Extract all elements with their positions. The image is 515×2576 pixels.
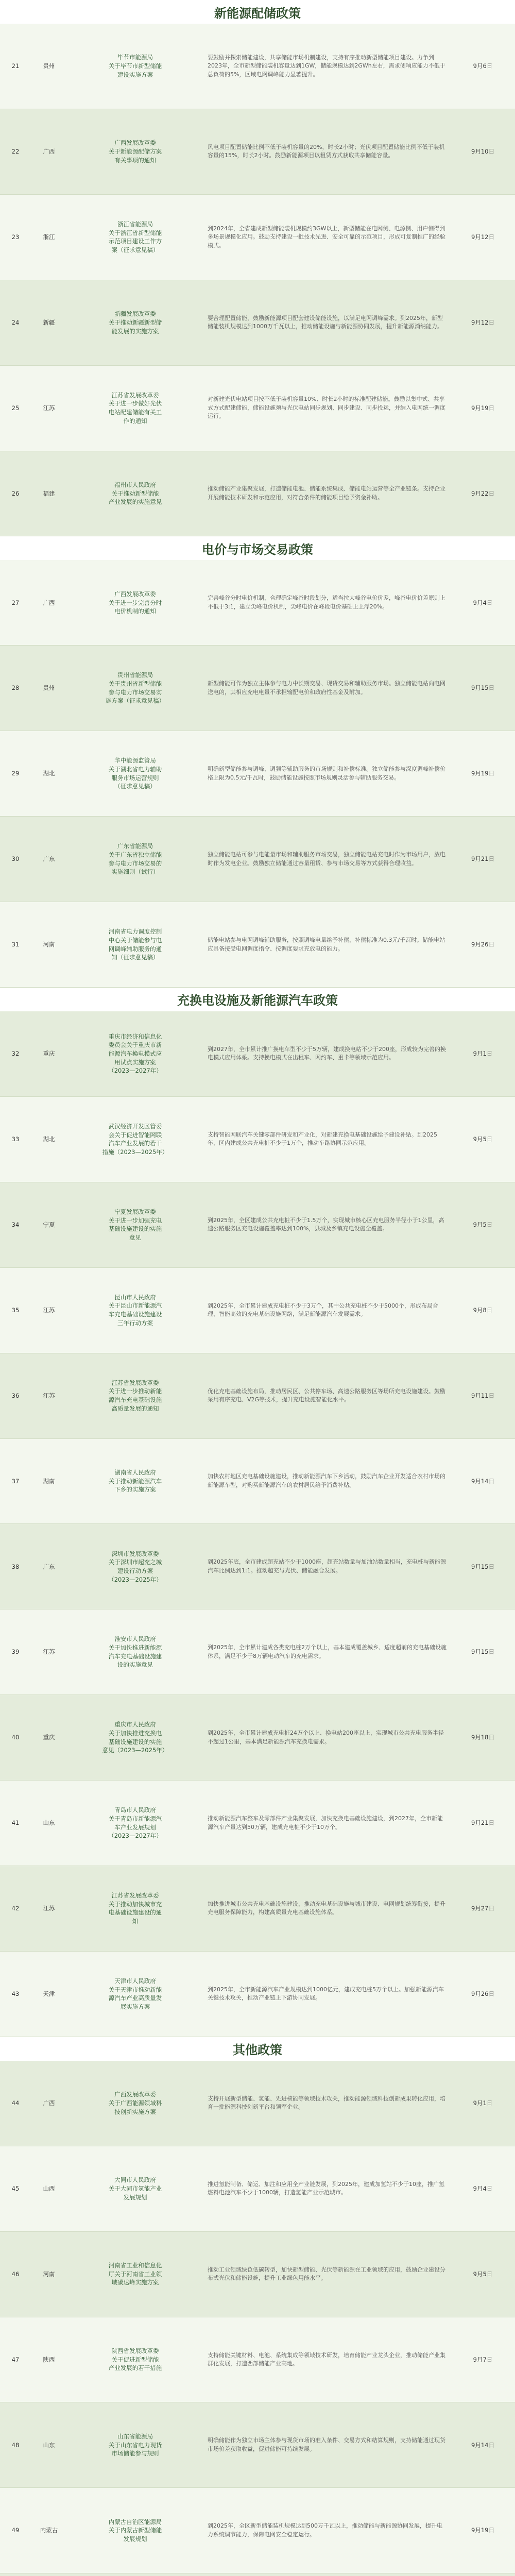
table-row [0, 1097, 515, 1182]
region-cell: 浙江 [43, 233, 55, 241]
table-row [0, 2061, 515, 2146]
policy-content-cell: 对新建光伏电站项目按不低于装机容量10%、时长2小时的标准配建储能。鼓励以集中式、共享式方式配建储能，储能设施须与光伏电站同步规划、同步建设、同步投运，并纳入电网统一调度运行。 [208, 396, 445, 420]
policy-content-cell: 新型储能可作为独立主体参与电力中长期交易、现货交易和辅助服务市场。独立储能电站向电网送电的，其相应充电电量不承担输配电价和政府性基金及附加。 [208, 680, 445, 696]
policy-title-cell: 毕节市能源局 关于毕节市新型储能 建设实施方案 [108, 54, 162, 78]
policy-content-cell: 到2027年，全市累计推广换电车型不少于5万辆，建成换电站不少于200座，形成较为完善的换电模式应用体系。支持换电模式在出租车、网约车、重卡等领域示范应用。 [208, 1045, 446, 1061]
region-cell: 重庆 [43, 1734, 55, 1741]
region-cell: 天津 [43, 1990, 55, 1998]
table-row [0, 1268, 515, 1353]
policy-title-cell: 山东省能源局 关于山东省电力现货 市场储能参与规则 [108, 2432, 162, 2458]
policy-title-cell: 河南省电力调度控制 中心关于储能参与电 网调峰辅助服务的通 知（征求意见稿） [108, 928, 162, 961]
policy-content-cell: 到2024年，全省建成新型储能装机规模约3GW以上，新型储能在电网侧、电源侧、用户侧得到多场景规模化应用。鼓励支持建设一批技术先进、安全可靠的示范项目，形成可复制推广的经验模式。 [208, 225, 445, 249]
policy-title-cell: 河南省工业和信息化 厅关于河南省工业领 域碳达峰实施方案 [108, 2262, 162, 2286]
policy-title-cell: 广西发展改革委 关于新能源配储方案 有关事项的通知 [108, 139, 162, 164]
policy-content-cell: 到2025年，全区新型储能装机规模达到500万千瓦以上，推动储能与新能源协同发展，提升电力系统调节能力，保障电网安全稳定运行。 [208, 2522, 442, 2538]
region-cell: 陕西 [43, 2355, 55, 2363]
row-number: 47 [11, 2355, 20, 2363]
date-cell: 9月26日 [471, 941, 494, 948]
region-cell: 江苏 [43, 1306, 55, 1314]
policy-content-cell: 推动储能产业集聚发展，打造储能电池、储能系统集成、储能电站运营等全产业链条。支持企业开展储能技术研发和示范应用，对符合条件的储能项目给予资金补助。 [208, 485, 445, 501]
date-cell: 9月21日 [471, 855, 494, 863]
date-cell: 9月12日 [471, 233, 494, 241]
policy-title-cell: 武汉经济开发区管委 会关于促进智能网联 汽车产业发展的若干 措施（2023—2025年） [102, 1122, 168, 1156]
row-number: 34 [11, 1221, 20, 1228]
table-row [0, 1353, 515, 1439]
table-row [0, 1011, 515, 1097]
date-cell: 9月18日 [471, 1734, 494, 1741]
policy-title-cell: 贵州省能源局 关于贵州省新型储能 参与电力市场交易实 施方案（征求意见稿） [106, 671, 165, 705]
table-row [0, 1952, 515, 2037]
policy-title-cell: 广西发展改革委 关于进一步完善分时 电价机制的通知 [108, 590, 162, 615]
policy-title-cell: 内蒙古自治区能源局 关于内蒙古新型储能 发展规划 [108, 2518, 162, 2543]
row-number: 29 [11, 770, 20, 777]
row-number: 37 [11, 1477, 20, 1485]
row-number: 38 [11, 1563, 20, 1570]
policy-title-cell: 重庆市人民政府 关于加快推进充换电 基础设施建设的实施 意见（2023—2025年） [102, 1721, 168, 1754]
date-cell: 9月19日 [471, 404, 494, 412]
date-cell: 9月12日 [471, 318, 494, 326]
row-number: 28 [11, 684, 20, 692]
region-cell: 江苏 [43, 1648, 55, 1656]
policy-title-cell: 陕西省发展改革委 关于促进新型储能 产业发展的若干措施 [108, 2347, 162, 2372]
date-cell: 9月1日 [473, 1050, 493, 1058]
table-row [0, 1781, 515, 1866]
table-row [0, 817, 515, 902]
policy-content-cell: 到2025年，全市累计建成充电桩不少于3万个，其中公共充电桩不少于5000个，形成布局合理、智能高效的充电基础设施网络，满足新能源汽车发展需求。 [208, 1302, 438, 1318]
date-cell: 9月19日 [471, 770, 494, 777]
policy-content-cell: 支持智能网联汽车关键零部件研发和产业化，对新建充换电基础设施给予建设补贴。到2025年，区内建成公共充电桩不少于1万个，推动车路协同示范应用。 [208, 1131, 437, 1147]
section-header: 电价与市场交易政策 [202, 542, 313, 557]
table-row [0, 109, 515, 195]
section-header: 其他政策 [233, 2043, 282, 2058]
row-number [0, 2573, 31, 2576]
row-number: 26 [11, 489, 20, 497]
policy-title-cell: 大同市人民政府 关于大同市氢能产业 发展规划 [108, 2176, 162, 2201]
table-row [0, 366, 515, 451]
region-cell: 江苏 [43, 1905, 55, 1912]
row-number: 48 [11, 2441, 20, 2449]
row-number: 27 [11, 599, 20, 606]
policy-title-cell: 福州市人民政府 关于推动新型储能 产业发展的实施意见 [108, 481, 162, 506]
region-cell: 广西 [43, 2099, 55, 2107]
date-cell [451, 2573, 515, 2576]
row-number: 46 [11, 2270, 20, 2278]
row-number: 36 [11, 1392, 20, 1399]
region-cell: 宁夏 [43, 1221, 55, 1228]
policy-title-cell: 淮安市人民政府 关于加快推进新能源 汽车充电基础设施建 设的实施意见 [108, 1635, 162, 1669]
policy-content-cell: 到2025年，全区建成公共充电桩不少于1.5万个，实现城市核心区充电服务半径小于1公里，高速公路服务区充电设施覆盖率达到100%，县城及乡镇充电设施全覆盖。 [208, 1216, 444, 1232]
date-cell: 9月5日 [473, 2270, 493, 2278]
policy-content-cell: 独立储能电站可参与电能量市场和辅助服务市场交易，独立储能电站充电时作为市场用户，放电时作为发电企业。鼓励独立储能通过容量租赁、参与市场交易等方式获得合理收益。 [208, 851, 445, 867]
row-number: 33 [11, 1135, 20, 1143]
policy-title-cell: 江苏省发展改革委 关于进一步推动新能 源汽车充电基础设施 高质量发展的通知 [108, 1379, 162, 1412]
region-cell: 湖南 [43, 1477, 55, 1485]
table-row [0, 2402, 515, 2488]
section-header: 新能源配储政策 [214, 6, 301, 21]
region-cell: 山东 [43, 2441, 55, 2449]
date-cell: 9月21日 [471, 1819, 494, 1827]
date-cell: 9月6日 [473, 62, 493, 70]
policy-content-cell: 完善峰谷分时电价机制，合理确定峰谷时段划分，适当拉大峰谷电价价差，峰谷电价价差原则上不低于3:1，建立尖峰电价机制，尖峰电价在峰段电价基础上上浮20%。 [208, 595, 445, 610]
date-cell: 9月27日 [471, 1905, 494, 1912]
date-cell: 9月1日 [473, 2099, 493, 2107]
region-cell: 新疆 [43, 318, 55, 326]
table-row [0, 902, 515, 988]
policy-content-cell: 加快农村地区充电基础设施建设，推动新能源汽车下乡活动，鼓励汽车企业开发适合农村市场的新能源车型，对购买新能源汽车的农村居民给予消费补贴。 [208, 1473, 445, 1488]
row-number: 45 [11, 2184, 20, 2192]
policy-content-cell: 到2025年底，全市建成超充站不少于1000座，超充站数量与加油站数量相当，充电桩与新能源汽车比例达到1:1。推动超充与光伏、储能融合发展。 [208, 1558, 446, 1574]
row-number: 21 [11, 62, 20, 70]
policy-title-cell: 江苏省发展改革委 关于推动加快城市充 电基础设施建设的通 知 [108, 1892, 162, 1925]
policy-content-cell: 推动工业领域绿色低碳转型，加快新型储能、光伏等新能源在工业领域的应用，鼓励企业建设分布式光伏和储能设施，提升工业绿色用能水平。 [208, 2266, 445, 2282]
table-row [0, 451, 515, 537]
policy-title-cell: 广东省能源局 关于广东省独立储能 参与电力市场交易的 实施细则（试行） [108, 842, 162, 876]
table-row [0, 2573, 515, 2576]
row-number: 24 [11, 318, 20, 326]
table-row [0, 2146, 515, 2232]
table-row [0, 280, 515, 366]
region-cell: 广东 [43, 1563, 55, 1570]
region-cell: 广东 [43, 855, 55, 863]
date-cell: 9月4日 [473, 599, 493, 606]
row-number: 41 [11, 1819, 20, 1827]
policy-title-cell: 江苏省发展改革委 关于进一步做好光伏 电站配建储能有关工 作的通知 [108, 391, 162, 425]
table-row [0, 1866, 515, 1952]
policy-title-cell [67, 2573, 203, 2576]
policy-content-cell: 要合理配置储能，鼓励新能源项目配套建设储能设施，以满足电网调峰需求。到2025年，新型储能装机规模达到1000万千瓦以上，推动储能设施与新能源协同发展，提升新能源消纳能力。 [208, 314, 443, 330]
policy-content-cell: 优化充电基础设施布局，推动居民区、公共停车场、高速公路服务区等场所充电设施建设。鼓励采用有序充电、V2G等技术，提升充电设施智能化水平。 [208, 1387, 445, 1403]
policy-title-cell: 深圳市发展改革委 关于深圳市超充之城 建设行动方案 （2023—2025年） [108, 1550, 162, 1583]
region-cell: 江苏 [43, 404, 55, 412]
row-number: 22 [11, 148, 20, 156]
policy-content-cell: 风电项目配置储能比例不低于装机容量的20%，时长2小时；光伏项目配置储能比例不低于装机容量的15%，时长2小时。鼓励新能源项目以租赁方式获取共享储能容量。 [208, 143, 445, 159]
date-cell: 9月10日 [471, 148, 494, 156]
date-cell: 9月4日 [473, 2184, 493, 2192]
policy-content-cell: 明确新型储能参与调峰、调频等辅助服务的市场规则和补偿标准。独立储能参与深度调峰补偿价格上限为0.5元/千瓦时，鼓励储能设施按照市场规则灵活参与辅助服务交易。 [208, 766, 445, 781]
row-number: 44 [11, 2099, 20, 2107]
region-cell: 广西 [43, 148, 55, 156]
policy-content-cell: 储能电站参与电网调峰辅助服务，按照调峰电量给予补偿，补偿标准为0.3元/千瓦时。储能电站应具备接受电网调度指令、按调度要求充放电的能力。 [208, 937, 445, 952]
table-row [0, 560, 515, 646]
policy-title-cell: 青岛市人民政府 关于青岛市新能源汽 车产业发展规划 （2023—2027年） [108, 1806, 162, 1840]
policy-title-cell: 昆山市人民政府 关于昆山市新能源汽 车充电基础设施建设 三年行动方案 [108, 1293, 162, 1327]
policy-content-cell: 支持开展新型储能、氢能、先进核能等领域技术攻关，推动能源领域科技创新成果转化应用，培育一批能源科技创新平台和领军企业。 [208, 2095, 445, 2111]
region-cell: 山东 [43, 1819, 55, 1827]
row-number: 35 [11, 1306, 20, 1314]
row-number: 40 [11, 1734, 20, 1741]
table-row [0, 1439, 515, 1524]
date-cell: 9月14日 [471, 1477, 494, 1485]
policy-content-cell: 支持储能关键材料、电池、系统集成等领域技术研发，培育储能产业龙头企业，推动储能产业集群化发展，打造西部储能产业高地。 [208, 2351, 445, 2367]
table-row [0, 731, 515, 817]
policy-content-cell: 推动新能源汽车整车及零部件产业集聚发展，加快充换电基础设施建设，到2027年，全市新能源汽车产量达到50万辆，建成充电桩不少于10万个。 [208, 1815, 443, 1831]
table-row [0, 1182, 515, 1268]
row-number: 23 [11, 233, 20, 241]
table-row [0, 24, 515, 109]
section-header: 充换电设施及新能源汽车政策 [177, 993, 338, 1008]
table-row [0, 1695, 515, 1781]
date-cell: 9月15日 [471, 684, 494, 692]
policy-title-cell: 湖南省人民政府 关于推动新能源汽车 下乡的实施方案 [108, 1468, 162, 1494]
policy-title-cell: 华中能源监管局 关于湖北省电力辅助 服务市场运营规则 （征求意见稿） [108, 757, 162, 790]
policy-content-cell: 加快推进城市公共充电基础设施建设，推动充电基础设施与城市建设、电网规划统筹衔接，提升充电服务保障能力，构建高质量充电基础设施体系。 [208, 1900, 445, 1916]
row-number: 42 [11, 1905, 20, 1912]
date-cell: 9月14日 [471, 2441, 494, 2449]
row-number: 25 [11, 404, 20, 412]
policy-content-cell [203, 2573, 451, 2576]
policy-content-cell: 到2025年，全市累计建成各类充电桩2万个以上，基本建成覆盖城乡、适度超前的充电基础设施体系，满足不少于8万辆电动汽车的充电需求。 [208, 1644, 447, 1659]
region-cell: 江苏 [43, 1392, 55, 1399]
table-row [0, 1524, 515, 1609]
policy-content-cell: 到2025年，全市累计建成充电桩24万个以上、换电站200座以上，实现城市公共充电服务半径不超过1公里，基本满足新能源汽车充换电需求。 [208, 1730, 444, 1745]
policy-title-cell: 浙江省能源局 关于浙江省新型储能 示范项目建设工作方 案（征求意见稿） [108, 220, 162, 253]
row-number: 49 [11, 2527, 20, 2534]
policy-content-cell: 要鼓励并探索储能建设，共享储能市场机制建设，支持有序推动新型储能项目建设。力争到2023年，全市新型储能装机容量达到1GW，储能规模达到2GWh左右，需求侧响应能力不低于总负荷的5%，区域电网调峰能力显著提升。 [208, 54, 445, 78]
region-cell: 重庆 [43, 1050, 55, 1058]
table-row [0, 2232, 515, 2317]
date-cell: 9月7日 [473, 2355, 493, 2363]
policy-content-cell: 到2025年，全市新能源汽车产业规模达到1000亿元，建成充电桩5万个以上。加强新能源汽车关键技术攻关，推动产业链上下游协同发展。 [208, 1986, 444, 2002]
row-number: 39 [11, 1648, 20, 1656]
region-cell: 河南 [43, 941, 55, 948]
region-cell: 河南 [43, 2270, 55, 2278]
date-cell: 9月8日 [473, 1306, 493, 1314]
row-number: 30 [11, 855, 20, 863]
date-cell: 9月5日 [473, 1135, 493, 1143]
date-cell: 9月11日 [471, 1392, 494, 1399]
row-number: 32 [11, 1050, 20, 1058]
region-cell: 湖北 [43, 1135, 55, 1143]
table-row [0, 2317, 515, 2403]
region-cell: 贵州 [43, 684, 55, 692]
date-cell: 9月22日 [471, 489, 494, 497]
table-row [0, 1609, 515, 1695]
policy-title-cell: 宁夏发展改革委 关于进一步加强充电 基础设施建设的实施 意见 [108, 1208, 162, 1241]
region-cell: 广西 [43, 599, 55, 606]
date-cell: 9月26日 [471, 1990, 494, 1998]
table-row [0, 2488, 515, 2573]
policy-title-cell: 广西发展改革委 关于广西能源领域科 技创新实施方案 [108, 2091, 162, 2115]
date-cell: 9月15日 [471, 1563, 494, 1570]
date-cell: 9月15日 [471, 1648, 494, 1656]
region-cell: 山西 [43, 2184, 55, 2192]
policy-title-cell: 重庆市经济和信息化 委员会关于重庆市新 能源汽车换电模式应 用试点实施方案 （2023—2027年） [108, 1032, 162, 1075]
region-cell: 湖北 [43, 770, 55, 777]
policy-title-cell: 新疆发展改革委 关于推动新疆新型储 能发展的实施方案 [108, 310, 162, 335]
region-cell: 内蒙古 [40, 2527, 58, 2534]
region-cell: 福建 [43, 489, 55, 497]
table-row [0, 646, 515, 731]
date-cell: 9月19日 [471, 2527, 494, 2534]
policy-content-cell: 明确储能作为独立市场主体参与现货市场的准入条件、交易方式和结算规则，支持储能通过现货市场价差获取收益，促进储能可持续发展。 [208, 2437, 445, 2452]
table-row [0, 195, 515, 280]
region-cell [31, 2573, 67, 2576]
policy-title-cell: 天津市人民政府 关于天津市推动新能 源汽车产业高质量发 展实施方案 [108, 1977, 162, 2011]
date-cell: 9月5日 [473, 1221, 493, 1228]
row-number: 43 [11, 1990, 20, 1998]
region-cell: 贵州 [43, 62, 55, 70]
row-number: 31 [11, 941, 20, 948]
policy-content-cell: 推进氢能制备、储运、加注和应用全产业链发展，到2025年，建成加氢站不少于10座，推广氢燃料电池汽车不少于1000辆，打造氢能产业示范城市。 [208, 2180, 444, 2196]
